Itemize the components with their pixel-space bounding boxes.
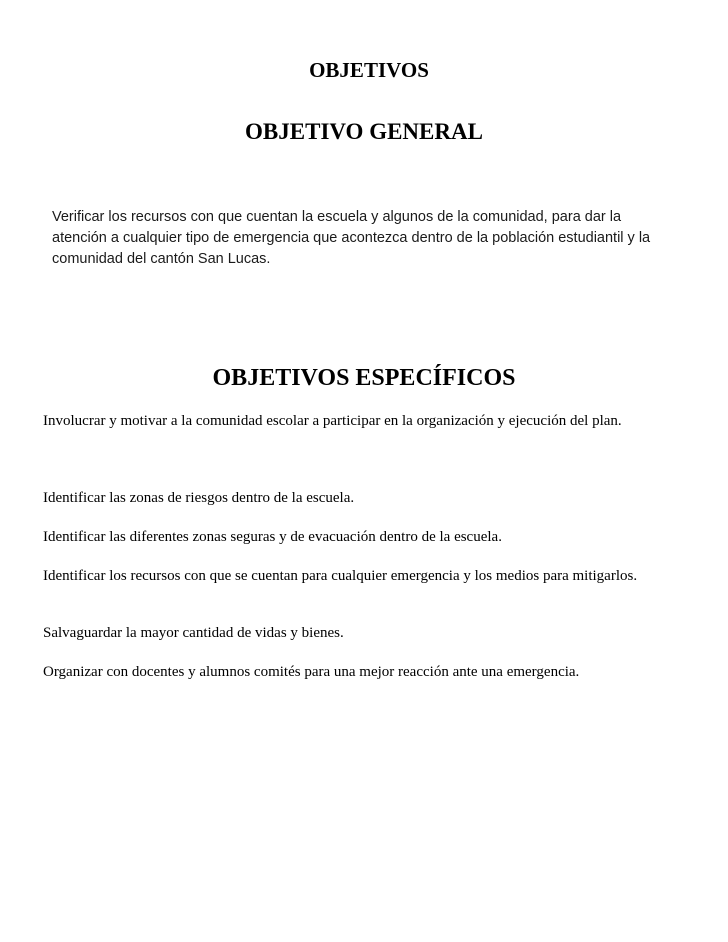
specific-objective-item: Involucrar y motivar a la comunidad escolar a participar en la organización y ejecución del plan. — [43, 413, 622, 429]
specific-objective-item: Identificar las diferentes zonas seguras y de evacuación dentro de la escuela. — [43, 529, 502, 545]
document-title: OBJETIVOS — [309, 58, 429, 82]
specific-objective-item: Salvaguardar la mayor cantidad de vidas y bienes. — [43, 625, 344, 641]
specific-objective-item: Identificar las zonas de riesgos dentro de la escuela. — [43, 490, 355, 506]
specific-objective-item: Organizar con docentes y alumnos comités para una mejor reacción ante una emergencia. — [43, 664, 580, 680]
general-objective-heading: OBJETIVO GENERAL — [245, 119, 483, 144]
specific-objectives-heading: OBJETIVOS ESPECÍFICOS — [212, 365, 516, 391]
general-objective-text: Verificar los recursos con que cuentan la escuela y algunos de la comunidad, para dar la atención a cualquier tipo de emergencia que acontezca dentro de la población estudiantil y la comunidad del cantón San Lucas. — [52, 209, 651, 267]
specific-objective-item: Identificar los recursos con que se cuentan para cualquier emergencia y los medios para mitigarlos. — [43, 568, 638, 584]
